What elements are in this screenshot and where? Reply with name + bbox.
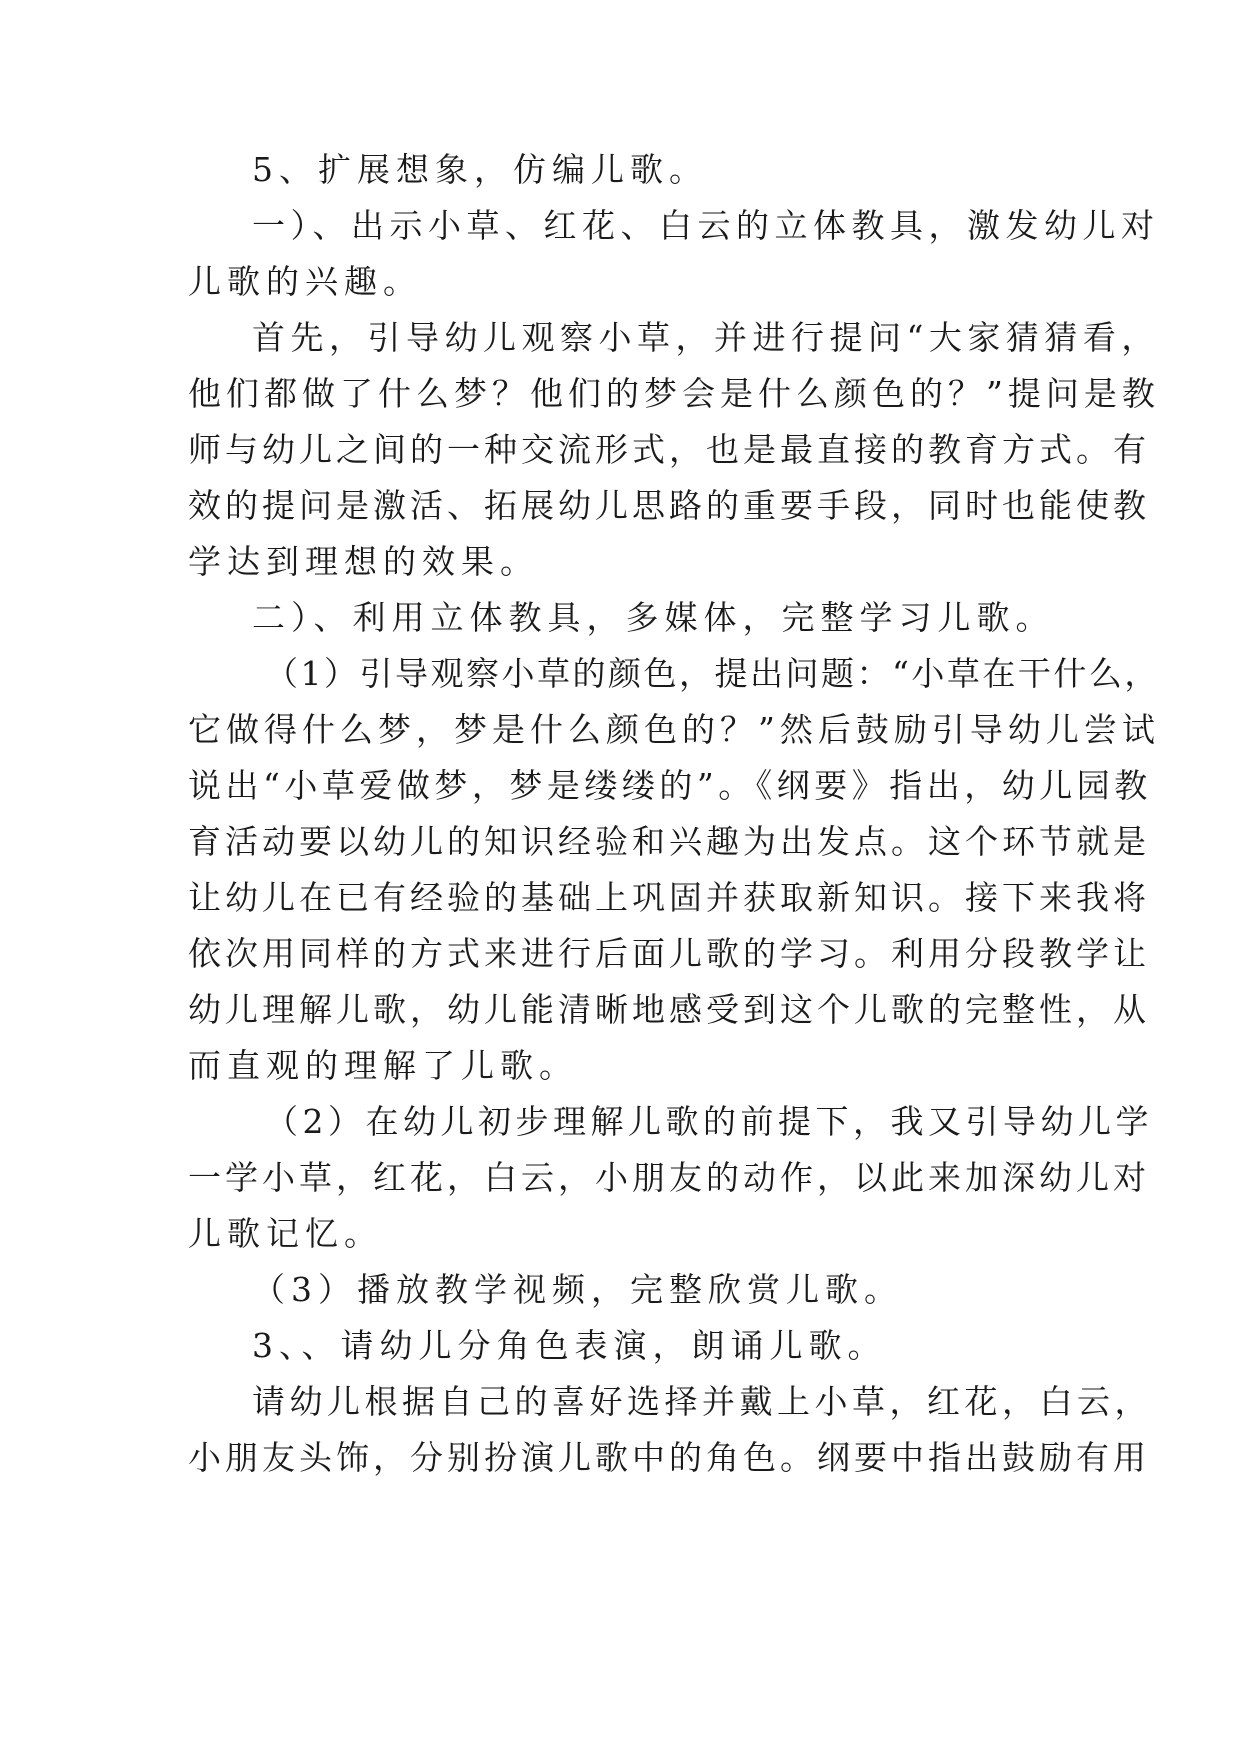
paragraph-line: 而直观的理解了儿歌。 xyxy=(188,1046,578,1085)
paragraph-line: 请幼儿根据自己的喜好选择并戴上小草，红花，白云， xyxy=(252,1382,1152,1421)
paragraph-line: 说出“小草爱做梦，梦是缕缕的”。《纲要》指出，幼儿园教 xyxy=(188,766,1152,805)
paragraph-line: 5、扩展想象，仿编儿歌。 xyxy=(252,150,708,189)
paragraph-line: 儿歌记忆。 xyxy=(188,1214,383,1253)
paragraph-line: 它做得什么梦，梦是什么颜色的？”然后鼓励引导幼儿尝试 xyxy=(188,710,1160,749)
paragraph-line: 师与幼儿之间的一种交流形式，也是最直接的教育方式。有 xyxy=(188,430,1150,469)
paragraph-line: 3、、请幼儿分角色表演，朗诵儿歌。 xyxy=(252,1326,887,1365)
paragraph-line: 儿歌的兴趣。 xyxy=(188,262,422,301)
paragraph-line: （1）引导观察小草的颜色，提出问题：“小草在干什么， xyxy=(265,654,1160,693)
paragraph-line: 育活动要以幼儿的知识经验和兴趣为出发点。这个环节就是 xyxy=(188,822,1150,861)
paragraph-line: 小朋友头饰，分别扮演儿歌中的角色。纲要中指出鼓励有用 xyxy=(188,1438,1150,1477)
paragraph-line: 依次用同样的方式来进行后面儿歌的学习。利用分段教学让 xyxy=(188,934,1150,973)
paragraph-line: （3）播放教学视频，完整欣赏儿歌。 xyxy=(252,1270,903,1309)
paragraph-line: 二）、利用立体教具，多媒体，完整学习儿歌。 xyxy=(252,598,1055,637)
paragraph-line: 效的提问是激活、拓展幼儿思路的重要手段，同时也能使教 xyxy=(188,486,1150,525)
paragraph-line: 幼儿理解儿歌，幼儿能清晰地感受到这个儿歌的完整性，从 xyxy=(188,990,1150,1029)
paragraph-line: 首先，引导幼儿观察小草，并进行提问“大家猜猜看， xyxy=(252,318,1160,357)
paragraph-line: 一）、出示小草、红花、白云的立体教具，激发幼儿对 xyxy=(252,206,1160,245)
paragraph-line: 让幼儿在已有经验的基础上巩固并获取新知识。接下来我将 xyxy=(188,878,1150,917)
paragraph-line: 学达到理想的效果。 xyxy=(188,542,539,581)
paragraph-line: 他们都做了什么梦？他们的梦会是什么颜色的？”提问是教 xyxy=(188,374,1160,413)
paragraph-line: 一学小草，红花，白云，小朋友的动作，以此来加深幼儿对 xyxy=(188,1158,1150,1197)
paragraph-line: （2）在幼儿初步理解儿歌的前提下，我又引导幼儿学 xyxy=(265,1102,1153,1141)
